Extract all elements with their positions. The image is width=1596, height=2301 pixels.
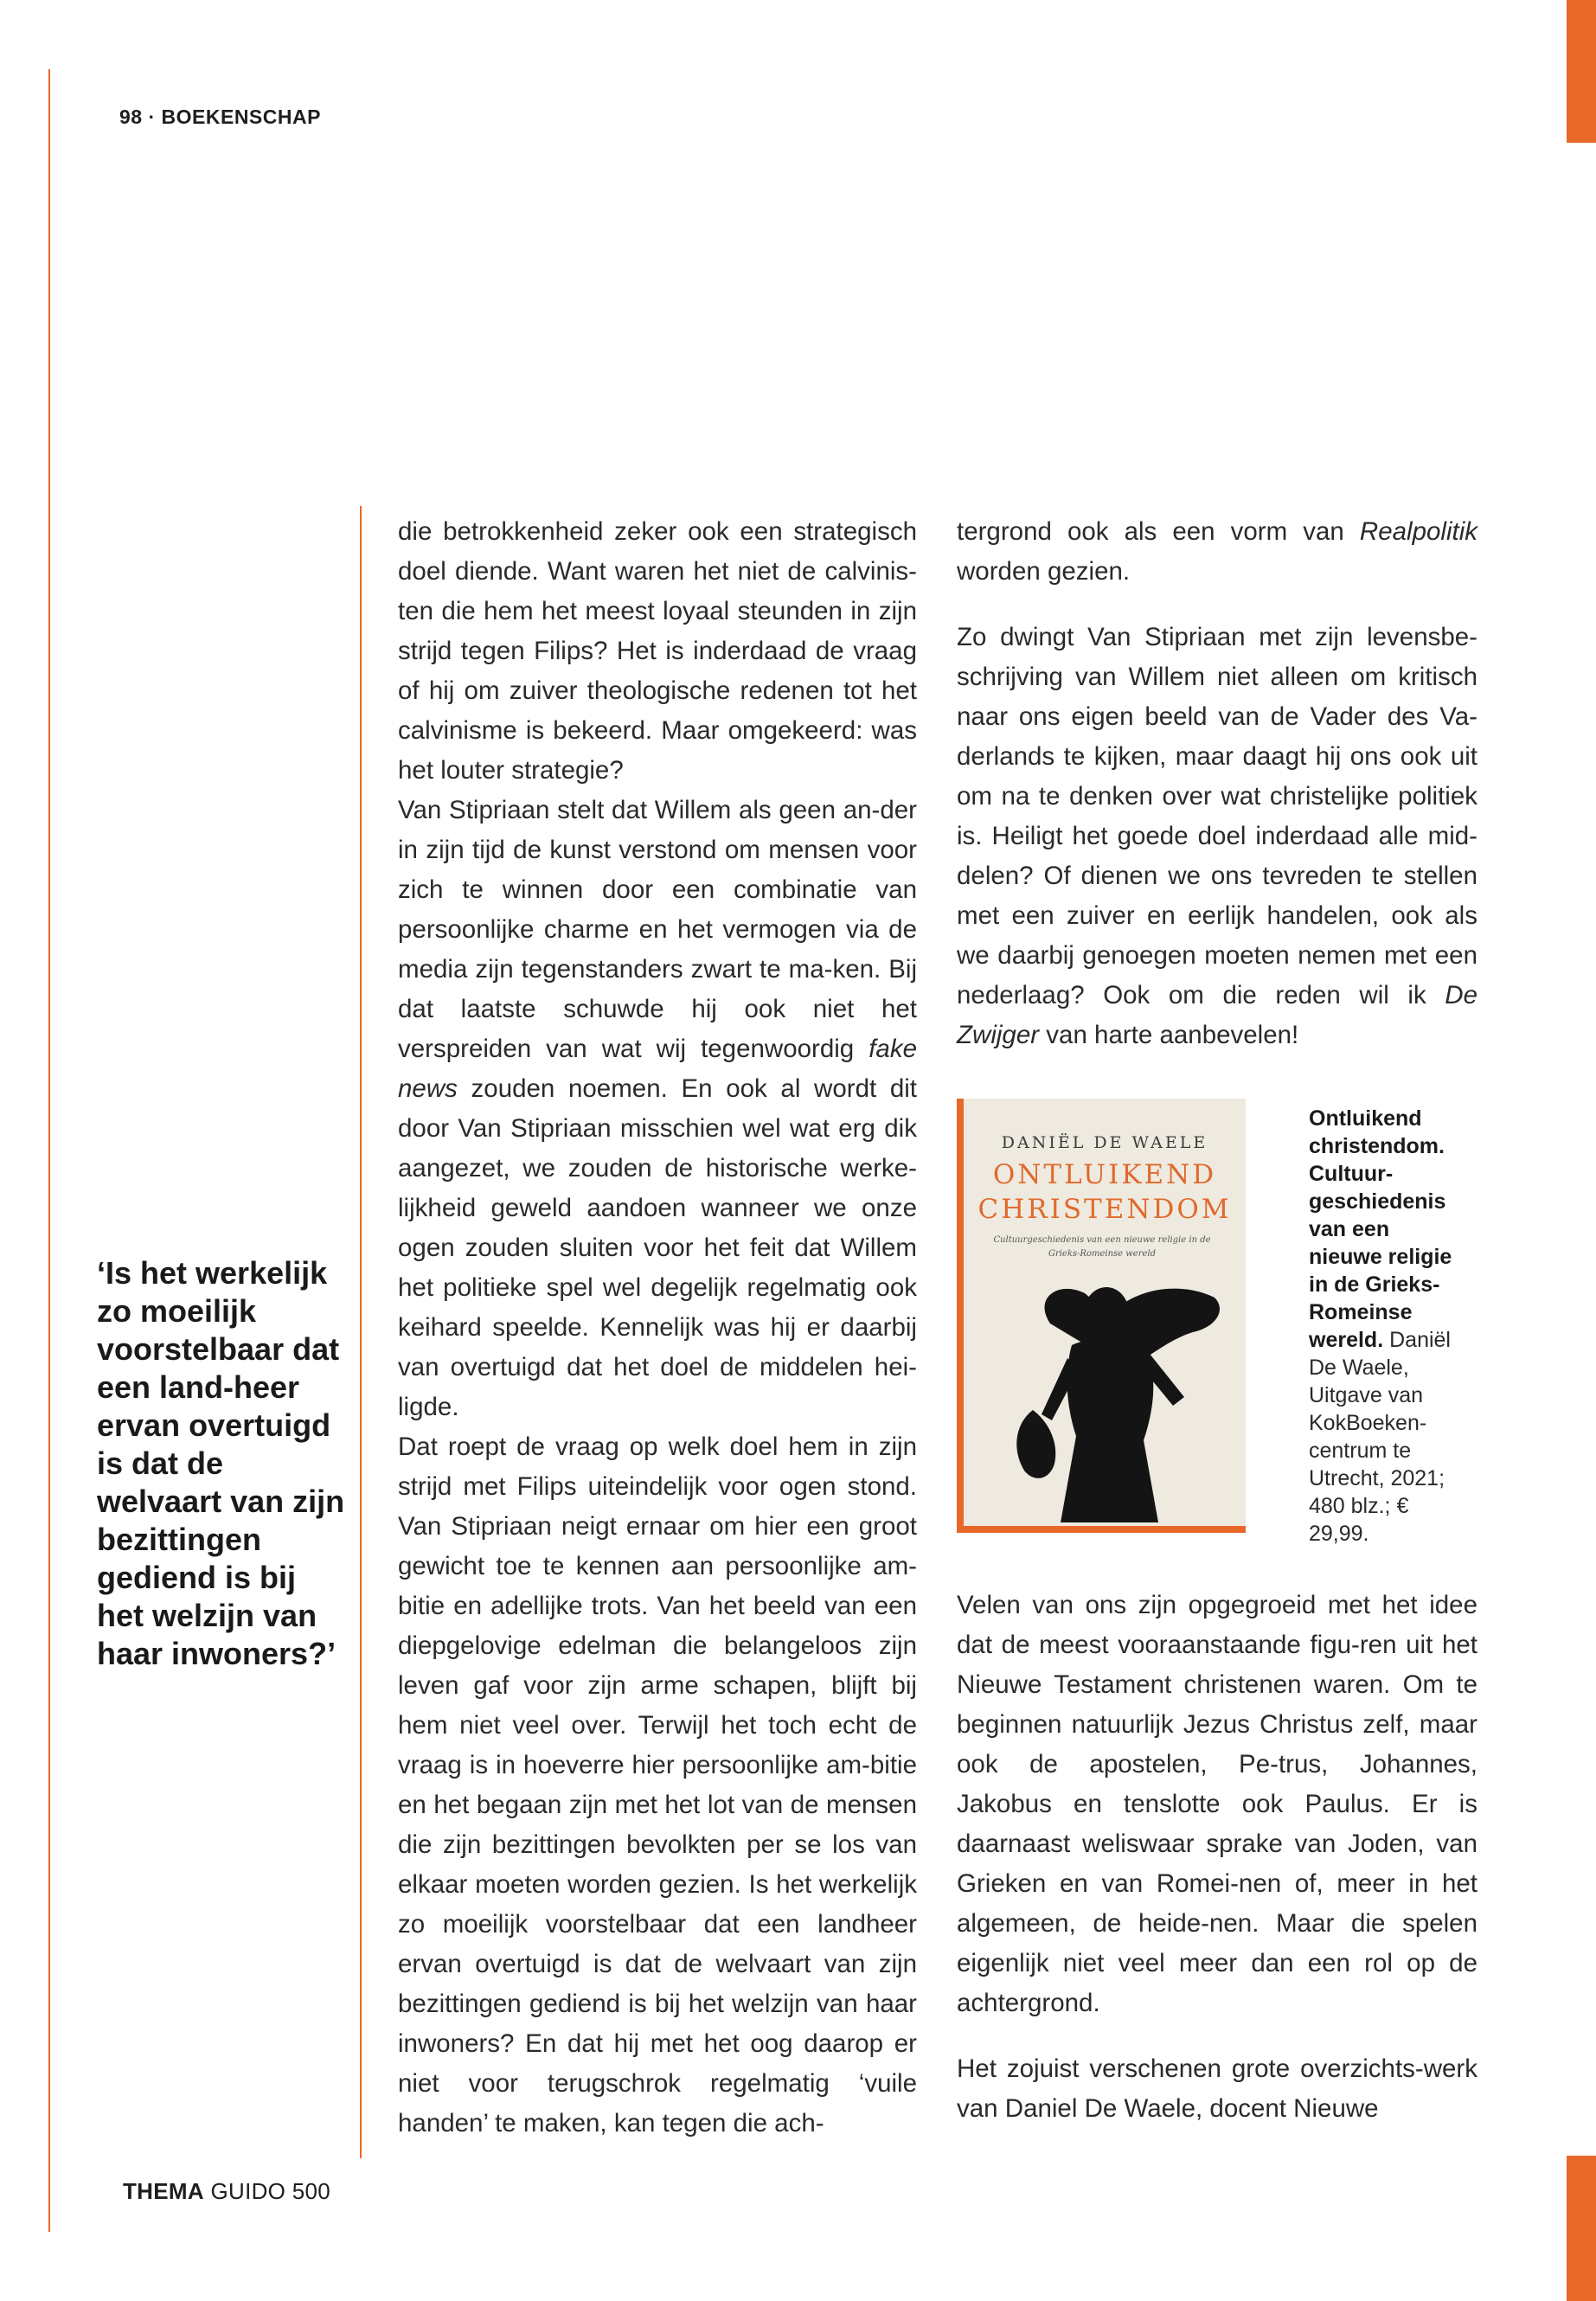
book-cover-subtitle: Cultuurgeschiedenis van een nieuwe religie in de Grieks-Romeinse wereld (993, 1235, 1211, 1259)
book-cover-title: ONTLUIKEND CHRISTENDOM (977, 1159, 1232, 1225)
page-footer: THEMA GUIDO 500 (123, 2178, 330, 2204)
book-cover-author: DANIËL DE WAELE (1001, 1133, 1208, 1152)
paragraph: die betrokkenheid zeker ook een strategisch doel diende. Want waren het niet de calvinis-ten die hem het meest loyaal steunden in zijn strijd tegen Filips? Het is inderdaad de vraag of hij om zuiver theologische redenen tot het calvinisme is bekeerd. Maar omgekeerd: was het louter strategie? (398, 517, 917, 785)
orange-edge-tab-top (1567, 0, 1596, 143)
paragraph: Het zojuist verschenen grote overzichts-werk van Daniel De Waele, docent Nieuwe (957, 2054, 1477, 2123)
paragraph: tergrond ook als een vorm van Realpolitik worden gezien. (957, 517, 1477, 586)
book-cover (957, 1099, 1246, 1533)
page-header: 98 · BOEKENSCHAP (119, 106, 321, 128)
shepherd-statue-icon (981, 1263, 1232, 1522)
paragraph: Zo dwingt Van Stipriaan met zijn levensbe-schrijving van Willem niet alleen om kritisch naar ons eigen beeld van de Vader des Va-derlands te kijken, maar daagt hij ons ook uit om na te denken over wat christelijke politiek is. Heiligt het goede doel inderdaad alle mid-delen? Of dienen we ons tevreden te stellen met een zuiver en eerlijk handelen, ook als we daarbij genoegen moeten nemen met een nederlaag? Ook om die reden wil ik De Zwijger van harte aanbevelen! (957, 623, 1477, 1049)
pull-quote: ‘Is het werkelijk zo moeilijk voorstelbaar dat een land-heer ervan overtuigd is dat de welvaart van zijn bezittingen gediend is bij het welzijn van haar inwoners?’ (97, 1255, 345, 1671)
paragraph: Dat roept de vraag op welk doel hem in zijn strijd met Filips uiteindelijk voor ogen stond. Van Stipriaan neigt ernaar om hier een groot gewicht toe te kennen aan persoonlijke am-bitie en adellijke trots. Van het beeld van een diepgelovige edelman die belangeloos zijn leven gaf voor zijn arme schapen, blijft bij hem niet veel over. Terwijl het toch echt de vraag is in hoeverre hier persoonlijke am-bitie en het begaan zijn met het lot van de mensen die zijn bezittingen bevolkten per se los van elkaar moeten worden gezien. Is het werkelijk zo moeilijk voorstelbaar dat een landheer ervan overtuigd is dat de welvaart van zijn bezittingen gediend is bij het welzijn van haar inwoners? En dat hij met het oog daarop er niet voor terugschrok regelmatig ‘vuile handen’ te maken, kan tegen die ach- (398, 1433, 917, 2138)
paragraph: Velen van ons zijn opgegroeid met het idee dat de meest vooraanstaande figu-ren uit het Nieuwe Testament christenen waren. Om te beginnen natuurlijk Jezus Christus zelf, maar ook de apostelen, Pe-trus, Johannes, Jakobus en tenslotte ook Paulus. Er is daarnaast weliswaar sprake van Joden, van Grieken en van Romei-nen of, meer in het algemeen, de heide-nen. Maar die spelen eigenlijk niet veel meer dan een rol op de achtergrond. (957, 1591, 1477, 2017)
left-margin-rule (48, 69, 50, 2232)
book-caption: Ontluikend christendom. Cultuur-geschiedenis van een nieuwe religie in de Grieks-Romeinse wereld. Daniël De Waele, Uitgave van KokBoeken-centrum te Utrecht, 2021; 480 blz.; € 29,99. (1309, 1106, 1452, 1546)
article-column-right-top (957, 512, 1477, 1055)
orange-edge-tab-bottom (1567, 2156, 1596, 2301)
paragraph: Van Stipriaan stelt dat Willem als geen an-der in zijn tijd de kunst verstond om mensen voor zich te winnen door een combinatie van persoonlijke charme en het vermogen via de media zijn tegenstanders zwart te ma-ken. Bij dat laatste schuwde hij ook niet het verspreiden van wat wij tegenwoordig fake news zouden noemen. En ook al wordt dit door Van Stipriaan misschien wel wat erg dik aangezet, we zouden de historische werke-lijkheid geweld aandoen wanneer we onze ogen zouden sluiten voor het feit dat Willem het politieke spel wel degelijk regelmatig ook keihard speelde. Kennelijk was hij er daarbij van overtuigd dat het doel de middelen hei-ligde. (398, 796, 917, 1421)
column-divider-rule (360, 506, 362, 2158)
article-column-middle (398, 512, 917, 2144)
article-column-right-bottom (957, 1586, 1477, 2129)
